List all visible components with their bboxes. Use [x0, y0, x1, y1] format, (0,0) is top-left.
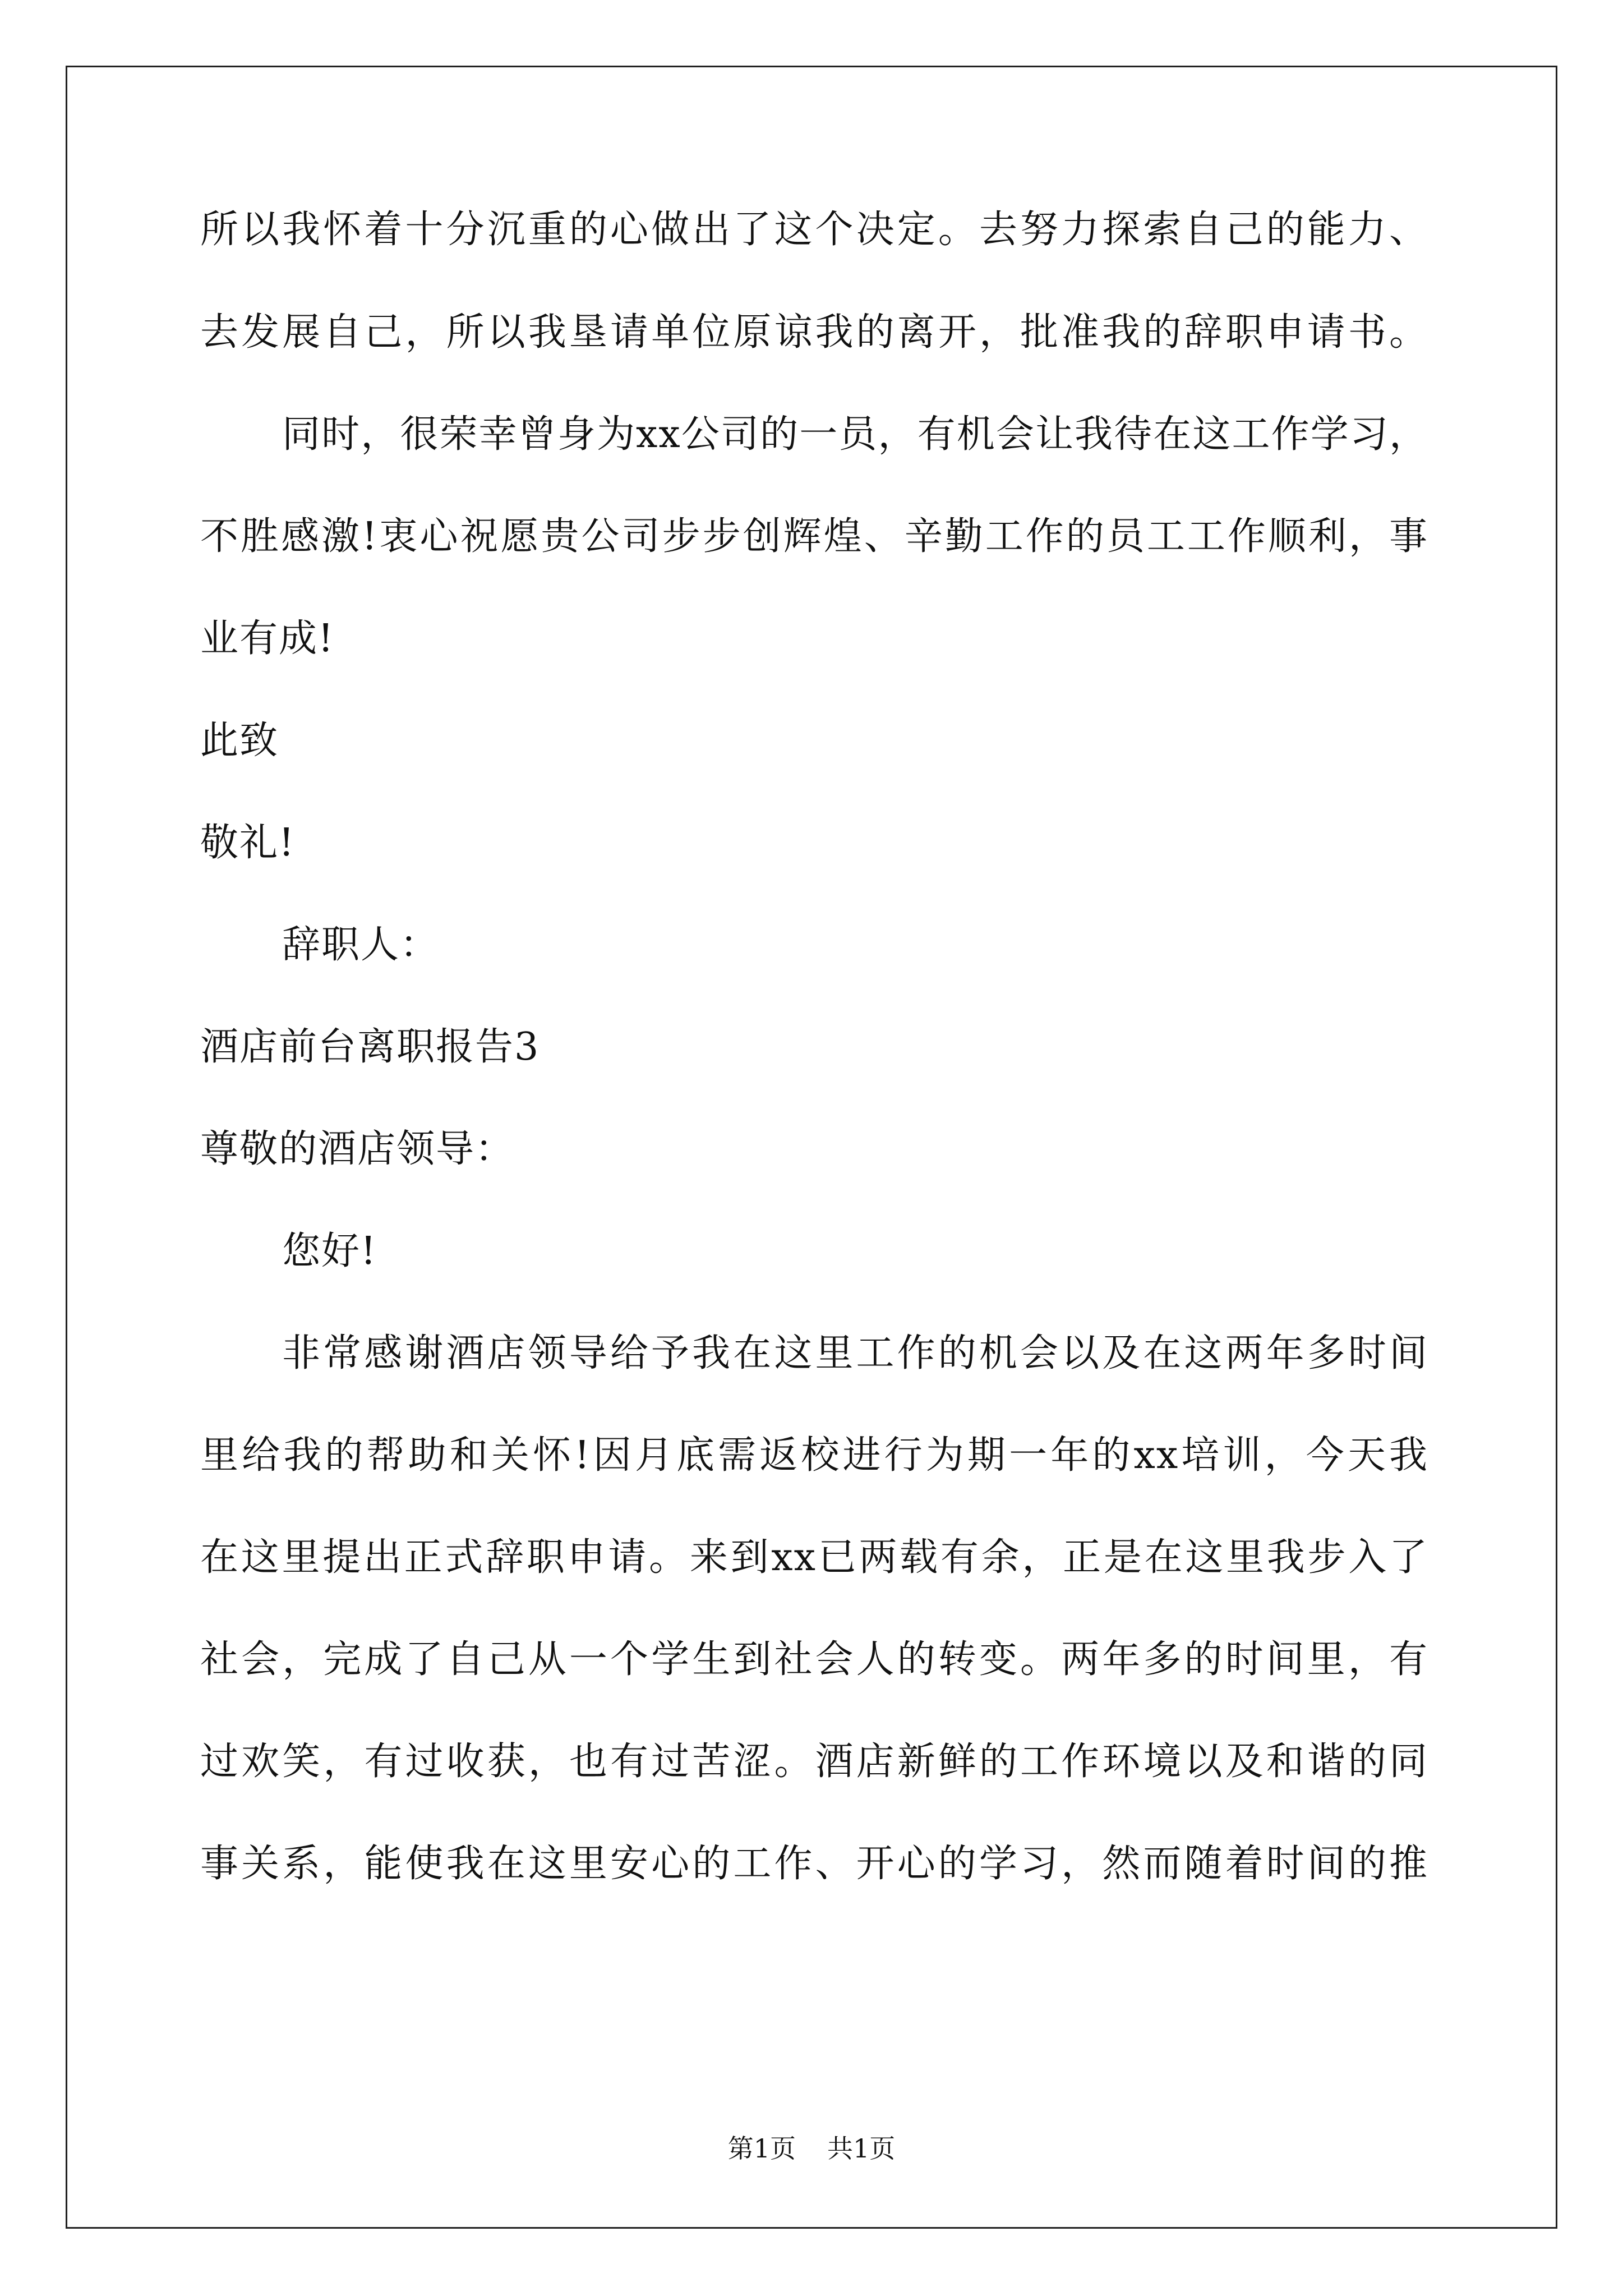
text-line: 非常感谢酒店领导给予我在这里工作的机会以及在这两年多时间: [282, 1331, 1428, 1375]
text-line: 不胜感激!衷心祝愿贵公司步步创辉煌、辛勤工作的员工工作顺利，事: [200, 514, 1428, 559]
letter-greeting: 尊敬的酒店领导：: [200, 1127, 515, 1171]
letter-hello: 您好!: [282, 1229, 377, 1273]
page-number: 第1页: [727, 2133, 796, 2164]
text-line: 同时，很荣幸曾身为xx公司的一员，有机会让我待在这工作学习，: [282, 412, 1428, 457]
text-line: 社会，完成了自己从一个学生到社会人的转变。两年多的时间里，有: [200, 1637, 1428, 1682]
text-line: 在这里提出正式辞职申请。来到xx已两载有余，正是在这里我步入了: [200, 1535, 1428, 1580]
page-count: 共1页: [827, 2133, 896, 2164]
salutation-closing: 此致: [200, 719, 279, 763]
page-footer: [0, 2132, 1623, 2165]
text-line: 所以我怀着十分沉重的心做出了这个决定。去努力探索自己的能力、: [200, 208, 1428, 252]
section-title: 酒店前台离职报告3: [200, 1025, 540, 1069]
text-line: 事关系，能使我在这里安心的工作、开心的学习，然而随着时间的推: [200, 1842, 1428, 1886]
text-line: 过欢笑，有过收获，也有过苦涩。酒店新鲜的工作环境以及和谐的同: [200, 1740, 1428, 1784]
text-line: 里给我的帮助和关怀!因月底需返校进行为期一年的xx培训，今天我: [200, 1433, 1428, 1478]
salutation-regards: 敬礼!: [200, 821, 296, 865]
text-line: 去发展自己，所以我垦请单位原谅我的离开，批准我的辞职申请书。: [200, 310, 1428, 355]
text-line: 业有成!: [200, 616, 335, 661]
signature-label: 辞职人：: [282, 923, 440, 967]
